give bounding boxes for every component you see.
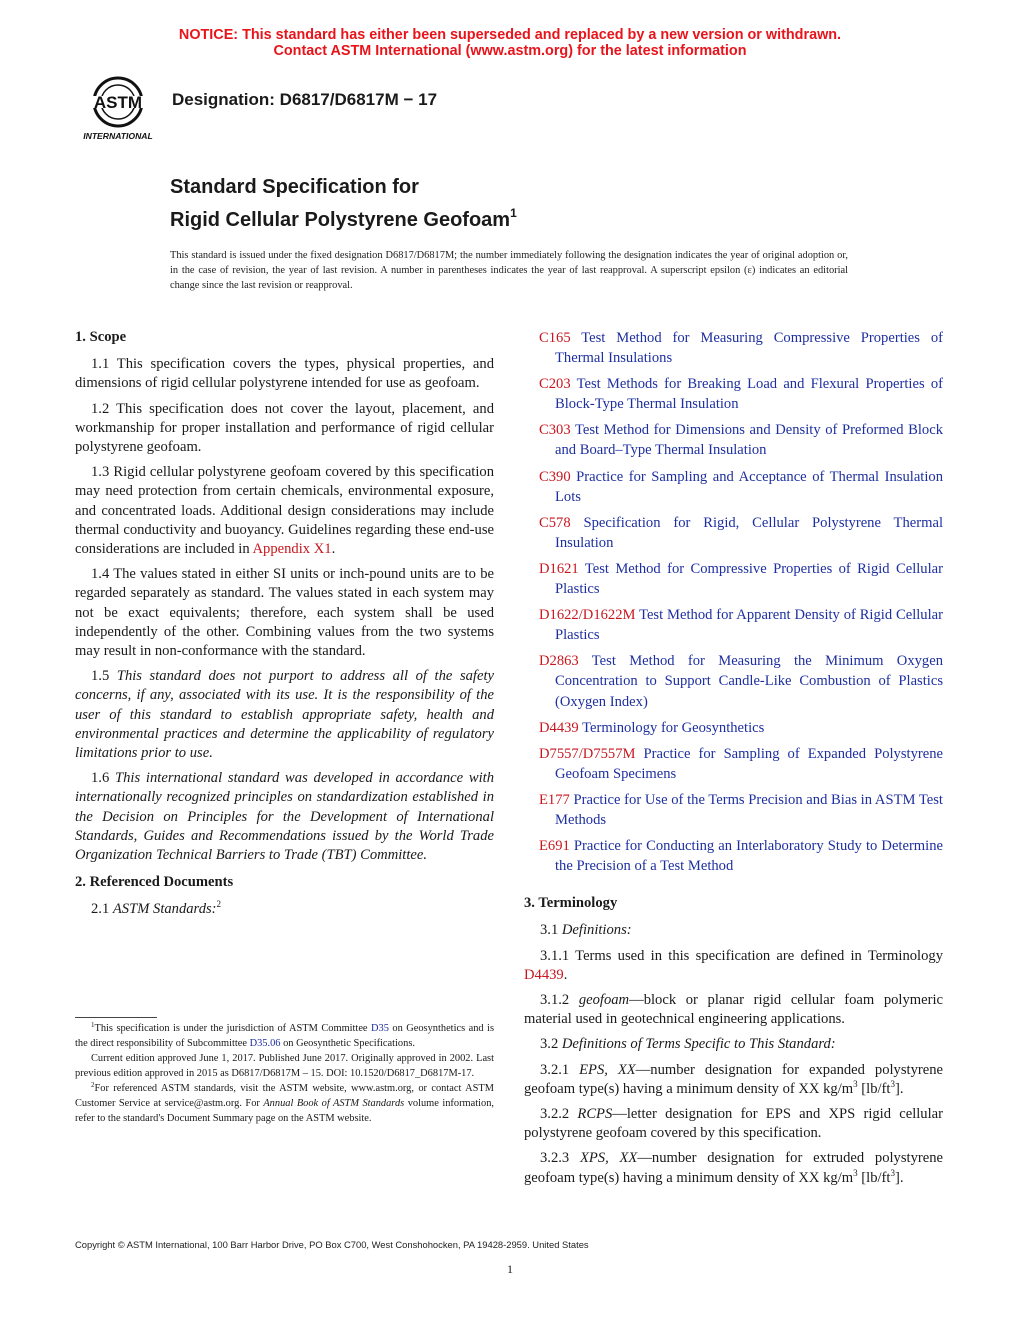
reference-code-link[interactable]: D2863 [539,653,579,670]
reference-item [524,328,943,368]
notice-line-2: Contact ASTM International (www.astm.org) for the latest information [273,43,747,59]
footnote-1: $^1$This specification is under the jurisdiction of ASTM Committee D35 on Geosynthetics and is the direct responsibility of Subcommittee D35.06 on Geosynthetic Specifications. [75,1021,494,1049]
reference-title-link[interactable]: Test Method for Apparent Density of Rigid Cellular Plastics [555,607,943,644]
scope-1-5: 1.5 This standard does not purport to address all of the safety concerns, if any, associated with its use. It is the responsibility of the user of this standard to establish appropriate safety, health and environmental practices and determine the applicability of regulatory limitations prior to use. [75,668,494,762]
term-3-2: 3.2 Definitions of Terms Specific to This Standard: [540,1036,836,1053]
reference-title-link[interactable]: Practice for Sampling of Expanded Polystyrene Geofoam Specimens [555,745,943,782]
appendix-x1-link[interactable]: Appendix X1 [252,541,332,558]
astm-logo [74,72,162,144]
title-line-2: Rigid Cellular Polystyrene Geofoam [170,209,511,231]
withdrawal-notice [0,27,1020,59]
reference-item [524,718,943,738]
footnote-1-edition: Current edition approved June 1, 2017. Published June 2017. Originally approved in 2002. Last previous edition approved in 2015 as D6817/D6817M – 15. DOI: 10.1520/D6817_D6817M-17. [75,1053,494,1079]
page-number: 1 [507,1262,513,1276]
term-3-2-2: 3.2.2 RCPS—letter designation for EPS and XPS rigid cellular polystyrene geofoam covered by this specification. [524,1106,943,1142]
notice-line-1: NOTICE: This standard has either been superseded and replaced by a new version or withdrawn. [178,27,842,43]
term-3-1-1: 3.1.1 Terms used in this specification are defined in Terminology D4439. [524,947,943,983]
reference-code-link[interactable]: C390 [539,468,571,485]
scope-1-1: 1.1 This specification covers the types, physical properties, and dimensions of rigid cellular polystyrene intended for use as geofoam. [75,356,494,392]
copyright-line: Copyright © ASTM International, 100 Barr Harbor Drive, PO Box C700, West Conshohocken, PA 19428-2959. United States [75,1239,589,1250]
reference-item [524,790,943,830]
reference-code-link[interactable]: C203 [539,376,571,393]
scope-heading: 1. Scope [75,329,127,345]
term-3-2-1: 3.2.1 EPS, XX—number designation for expanded polystyrene geofoam type(s) having a minimum density of XX $kg/m^3$ $[lb/ft^3]$. [524,1061,943,1097]
reference-code-link[interactable]: E177 [539,791,570,808]
designation: Designation: D6817/D6817M − 17 [172,90,438,109]
document-title [170,174,517,233]
d35-06-link[interactable]: D35.06 [249,1038,281,1049]
footnote-divider [75,1017,157,1018]
logo-subtext: INTERNATIONAL [83,131,153,141]
reference-item [524,513,943,553]
reference-title-link[interactable]: Practice for Use of the Terms Precision and Bias in ASTM Test Methods [555,791,943,828]
reference-title-link[interactable]: Practice for Conducting an Interlaboratory Study to Determine the Precision of a Test Method [555,838,943,875]
reference-code-link[interactable]: C578 [539,514,571,531]
reference-item [524,559,943,599]
reference-item [524,374,943,414]
d4439-link[interactable]: D4439 [524,966,564,983]
reference-title-link[interactable]: Specification for Rigid, Cellular Polystyrene Thermal Insulation [555,514,943,551]
term-3-1-2: 3.1.2 geofoam—block or planar rigid cellular foam polymeric material used in geotechnical engineering applications. [524,992,943,1028]
scope-1-6: 1.6 This international standard was developed in accordance with internationally recognized principles on standardization established in the Decision on Principles for the Development of International Standards, Guides and Recommendations issued by the World Trade Organization Technical Barriers to Trade (TBT) Committee. [75,770,495,864]
reference-code-link[interactable]: C165 [539,330,571,346]
reference-code-link[interactable]: D1621 [539,560,579,577]
reference-title-link[interactable]: Test Method for Measuring the Minimum Oxygen Concentration to Support Candle-Like Combustion of Plastics (Oxygen Index) [555,653,943,710]
reference-item [524,836,943,876]
logo-text: ASTM [93,93,143,112]
term-3-2-3: 3.2.3 XPS, XX—number designation for extruded polystyrene geofoam type(s) having a minimum density of XX $kg/m^3$ $[lb/ft^3]$. [524,1150,943,1186]
reference-code-link[interactable]: C303 [539,422,571,439]
scope-1-3: 1.3 Rigid cellular polystyrene geofoam covered by this specification may need protection from certain chemicals, environmental exposure, and concentrated loads. Additional design considerations may include thermal conductivity and buoyancy. Guidelines regarding these end-use considerations are included in Appendix X1. [75,464,494,558]
reference-title-link[interactable]: Terminology for Geosynthetics [578,719,765,736]
term-3-1: 3.1 Definitions: [540,922,632,939]
reference-title-link[interactable]: Test Method for Dimensions and Density of Preformed Block and Board–Type Thermal Insulation [555,422,943,459]
reference-title-link[interactable]: Test Methods for Breaking Load and Flexural Properties of Block-Type Thermal Insulation [555,376,943,413]
issuance-note: This standard is issued under the fixed designation D6817/D6817M; the number immediately following the designation indicates the year of original adoption or, in the case of revision, the year of last revision. A number in parentheses indicates the year of last reapproval. A superscript epsilon (ε) indicates an editorial change since the last revision or reapproval. [170,250,848,291]
terminology-heading: 3. Terminology [524,895,618,912]
reference-title-link[interactable]: Test Method for Compressive Properties of Rigid Cellular Plastics [555,560,943,598]
reference-title-link[interactable]: Practice for Sampling and Acceptance of Thermal Insulation Lots [555,468,943,505]
refdocs-2-1: 2.1 ASTM Standards:$^2$ [91,899,222,918]
left-column [75,328,494,926]
reference-code-link[interactable]: D7557/D7557M [539,745,636,762]
title-footnote-mark: 1 [510,206,517,220]
scope-1-4: 1.4 The values stated in either SI units or inch-pound units are to be regarded separately as standard. The values stated in each system may not be exact equivalents; therefore, each system shall be used independently of the other. Combining values from the two systems may result in non-conformance with the standard. [75,566,494,660]
reference-list [524,328,943,876]
right-column [524,328,943,1194]
title-line-1: Standard Specification for [170,176,419,198]
reference-code-link[interactable]: E691 [539,838,570,855]
reference-code-link[interactable]: D1622/D1622M [539,607,636,624]
reference-item [524,420,943,460]
reference-item [524,744,943,784]
scope-1-2: 1.2 This specification does not cover the layout, placement, and workmanship for proper installation and performance of rigid cellular polystyrene geofoam. [75,400,494,456]
reference-item [524,605,943,645]
reference-code-link[interactable]: D4439 [539,719,579,736]
reference-item [524,651,943,711]
reference-title-link[interactable]: Test Method for Measuring Compressive Properties of Thermal Insulations [555,330,943,367]
d35-link[interactable]: D35 [371,1023,389,1034]
footnotes [75,1021,494,1126]
footnote-2: $^2$For referenced ASTM standards, visit the ASTM website, www.astm.org, or contact ASTM Customer Service at service@astm.org. For Annual Book of ASTM Standards volume information, refer to the standard's Document Summary page on the ASTM website. [75,1081,494,1124]
reference-item [524,467,943,507]
referenced-documents-heading: 2. Referenced Documents [75,874,234,891]
